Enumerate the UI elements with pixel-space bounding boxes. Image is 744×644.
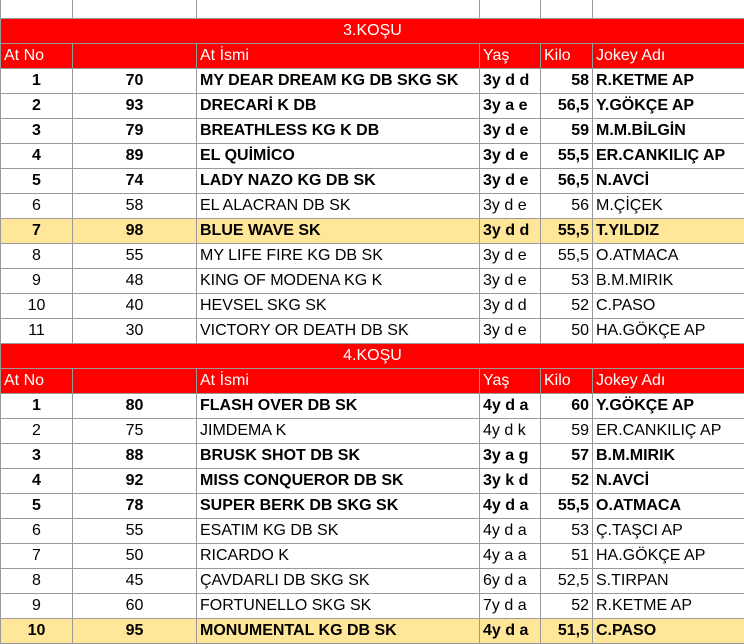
entry-row	[1, 269, 744, 294]
race-title-row	[1, 19, 744, 44]
score-cell[interactable]: 80	[73, 394, 197, 419]
weight-cell[interactable]: 57	[541, 444, 593, 469]
score-cell[interactable]: 70	[73, 69, 197, 94]
score-cell[interactable]: 55	[73, 519, 197, 544]
jockey-cell[interactable]: M.M.BİLGİN	[593, 119, 744, 144]
header-jokey-adi[interactable]: Jokey Adı	[593, 369, 744, 394]
at-no-cell[interactable]: 6	[1, 519, 73, 544]
jockey-cell[interactable]: T.YILDIZ	[593, 219, 744, 244]
horse-name-cell[interactable]: KING OF MODENA KG K	[197, 269, 480, 294]
previous-row-partial	[1, 0, 744, 19]
weight-cell[interactable]: 52,5	[541, 569, 593, 594]
at-no-cell[interactable]: 10	[1, 619, 73, 644]
score-cell[interactable]: 95	[73, 619, 197, 644]
age-cell[interactable]: 3y d e	[480, 144, 541, 169]
at-no-cell[interactable]: 4	[1, 144, 73, 169]
age-cell[interactable]: 4y d k	[480, 419, 541, 444]
header-yas[interactable]: Yaş	[480, 369, 541, 394]
entry-row	[1, 244, 744, 269]
horse-name-cell[interactable]: MISS CONQUEROR DB SK	[197, 469, 480, 494]
horse-name-cell[interactable]: RICARDO K	[197, 544, 480, 569]
age-cell[interactable]: 3y d d	[480, 219, 541, 244]
entry-row	[1, 494, 744, 519]
weight-cell[interactable]: 52	[541, 594, 593, 619]
horse-name-cell[interactable]: VICTORY OR DEATH DB SK	[197, 319, 480, 344]
age-cell[interactable]: 4y d a	[480, 519, 541, 544]
entry-row	[1, 294, 744, 319]
jockey-cell[interactable]: HA.GÖKÇE AP	[593, 319, 744, 344]
horse-name-cell[interactable]: ÇAVDARLI DB SKG SK	[197, 569, 480, 594]
header-at-ismi[interactable]: At İsmi	[197, 44, 480, 69]
at-no-cell[interactable]: 5	[1, 494, 73, 519]
entry-row	[1, 119, 744, 144]
score-cell[interactable]: 50	[73, 544, 197, 569]
entry-row	[1, 619, 744, 644]
at-no-cell[interactable]: 2	[1, 419, 73, 444]
age-cell[interactable]: 3y d e	[480, 269, 541, 294]
at-no-cell[interactable]: 11	[1, 319, 73, 344]
entry-row	[1, 419, 744, 444]
score-cell[interactable]: 74	[73, 169, 197, 194]
age-cell[interactable]: 3y d e	[480, 119, 541, 144]
at-no-cell[interactable]: 7	[1, 219, 73, 244]
at-no-cell[interactable]: 10	[1, 294, 73, 319]
weight-cell[interactable]: 59	[541, 119, 593, 144]
header-at-no[interactable]: At No	[1, 369, 73, 394]
at-no-cell[interactable]: 8	[1, 244, 73, 269]
jockey-cell[interactable]: R.KETME AP	[593, 594, 744, 619]
entry-row	[1, 569, 744, 594]
at-no-cell[interactable]: 6	[1, 194, 73, 219]
entry-row	[1, 444, 744, 469]
score-cell[interactable]: 88	[73, 444, 197, 469]
jockey-cell[interactable]: Ç.TAŞCI AP	[593, 519, 744, 544]
at-no-cell[interactable]: 7	[1, 544, 73, 569]
horse-name-cell[interactable]: MY DEAR DREAM KG DB SKG SK	[197, 69, 480, 94]
score-cell[interactable]: 58	[73, 194, 197, 219]
horse-name-cell[interactable]: MY LIFE FIRE KG DB SK	[197, 244, 480, 269]
horse-name-cell[interactable]: EL ALACRAN DB SK	[197, 194, 480, 219]
column-header-row	[1, 369, 744, 394]
age-cell[interactable]: 6y d a	[480, 569, 541, 594]
score-cell[interactable]: 89	[73, 144, 197, 169]
header-at-no[interactable]: At No	[1, 44, 73, 69]
age-cell[interactable]: 3y d d	[480, 69, 541, 94]
horse-name-cell[interactable]: FORTUNELLO SKG SK	[197, 594, 480, 619]
age-cell[interactable]: 3y a g	[480, 444, 541, 469]
horse-name-cell[interactable]: EL QUİMİCO	[197, 144, 480, 169]
race-title[interactable]: 4.KOŞU	[1, 344, 744, 369]
entry-row	[1, 594, 744, 619]
header-yas[interactable]: Yaş	[480, 44, 541, 69]
horse-name-cell[interactable]: FLASH OVER DB SK	[197, 394, 480, 419]
jockey-cell[interactable]: ER.CANKILIÇ AP	[593, 419, 744, 444]
jockey-cell[interactable]: R.KETME AP	[593, 69, 744, 94]
entry-row	[1, 219, 744, 244]
horse-name-cell[interactable]: SUPER BERK DB SKG SK	[197, 494, 480, 519]
horse-name-cell[interactable]: BREATHLESS KG K DB	[197, 119, 480, 144]
weight-cell[interactable]: 55,5	[541, 144, 593, 169]
age-cell[interactable]: 4y d a	[480, 619, 541, 644]
at-no-cell[interactable]: 3	[1, 444, 73, 469]
jockey-cell[interactable]: B.M.MIRIK	[593, 444, 744, 469]
weight-cell[interactable]: 59	[541, 419, 593, 444]
score-cell[interactable]: 40	[73, 294, 197, 319]
header-score[interactable]	[73, 369, 197, 394]
score-cell[interactable]: 92	[73, 469, 197, 494]
at-no-cell[interactable]: 3	[1, 119, 73, 144]
weight-cell[interactable]: 52	[541, 469, 593, 494]
at-no-cell[interactable]: 1	[1, 69, 73, 94]
at-no-cell[interactable]: 9	[1, 269, 73, 294]
weight-cell[interactable]: 60	[541, 394, 593, 419]
weight-cell[interactable]: 51	[541, 544, 593, 569]
jockey-cell[interactable]: S.TIRPAN	[593, 569, 744, 594]
weight-cell[interactable]: 51,5	[541, 619, 593, 644]
at-no-cell[interactable]: 5	[1, 169, 73, 194]
age-cell[interactable]: 4y d a	[480, 494, 541, 519]
jockey-cell[interactable]: Y.GÖKÇE AP	[593, 394, 744, 419]
score-cell[interactable]: 93	[73, 94, 197, 119]
jockey-cell[interactable]: C.PASO	[593, 294, 744, 319]
entry-row	[1, 519, 744, 544]
weight-cell[interactable]: 53	[541, 519, 593, 544]
header-kilo[interactable]: Kilo	[541, 44, 593, 69]
jockey-cell[interactable]: Y.GÖKÇE AP	[593, 94, 744, 119]
entry-row	[1, 144, 744, 169]
jockey-cell[interactable]: N.AVCİ	[593, 169, 744, 194]
age-cell[interactable]: 3y d e	[480, 319, 541, 344]
age-cell[interactable]: 3y k d	[480, 469, 541, 494]
jockey-cell[interactable]: HA.GÖKÇE AP	[593, 544, 744, 569]
jockey-cell[interactable]: O.ATMACA	[593, 244, 744, 269]
score-cell[interactable]: 45	[73, 569, 197, 594]
score-cell[interactable]: 55	[73, 244, 197, 269]
entry-row	[1, 169, 744, 194]
horse-name-cell[interactable]: BRUSK SHOT DB SK	[197, 444, 480, 469]
horse-name-cell[interactable]: BLUE WAVE SK	[197, 219, 480, 244]
score-cell[interactable]: 78	[73, 494, 197, 519]
race-title[interactable]: 3.KOŞU	[1, 19, 744, 44]
entry-row	[1, 544, 744, 569]
sheet-body	[1, 0, 744, 644]
entry-row	[1, 194, 744, 219]
weight-cell[interactable]: 58	[541, 69, 593, 94]
score-cell[interactable]: 98	[73, 219, 197, 244]
entry-row	[1, 394, 744, 419]
jockey-cell[interactable]: O.ATMACA	[593, 494, 744, 519]
at-no-cell[interactable]: 2	[1, 94, 73, 119]
horse-name-cell[interactable]: JIMDEMA K	[197, 419, 480, 444]
jockey-cell[interactable]: B.M.MIRIK	[593, 269, 744, 294]
entry-row	[1, 94, 744, 119]
at-no-cell[interactable]: 1	[1, 394, 73, 419]
horse-name-cell[interactable]: DRECARİ K DB	[197, 94, 480, 119]
entry-row	[1, 69, 744, 94]
weight-cell[interactable]: 50	[541, 319, 593, 344]
weight-cell[interactable]: 56,5	[541, 94, 593, 119]
at-no-cell[interactable]: 4	[1, 469, 73, 494]
score-cell[interactable]: 75	[73, 419, 197, 444]
horse-name-cell[interactable]: ESATIM KG DB SK	[197, 519, 480, 544]
entry-row	[1, 319, 744, 344]
weight-cell[interactable]: 56,5	[541, 169, 593, 194]
weight-cell[interactable]: 52	[541, 294, 593, 319]
weight-cell[interactable]: 55,5	[541, 244, 593, 269]
age-cell[interactable]: 4y d a	[480, 394, 541, 419]
jockey-cell[interactable]: ER.CANKILIÇ AP	[593, 144, 744, 169]
age-cell[interactable]: 3y a e	[480, 94, 541, 119]
jockey-cell[interactable]: C.PASO	[593, 619, 744, 644]
jockey-cell[interactable]: N.AVCİ	[593, 469, 744, 494]
age-cell[interactable]: 4y a a	[480, 544, 541, 569]
score-cell[interactable]: 30	[73, 319, 197, 344]
age-cell[interactable]: 3y d e	[480, 169, 541, 194]
header-kilo[interactable]: Kilo	[541, 369, 593, 394]
age-cell[interactable]: 3y d e	[480, 194, 541, 219]
weight-cell[interactable]: 56	[541, 194, 593, 219]
age-cell[interactable]: 7y d a	[480, 594, 541, 619]
at-no-cell[interactable]: 8	[1, 569, 73, 594]
entry-row	[1, 469, 744, 494]
score-cell[interactable]: 79	[73, 119, 197, 144]
age-cell[interactable]: 3y d e	[480, 244, 541, 269]
column-header-row	[1, 44, 744, 69]
at-no-cell[interactable]: 9	[1, 594, 73, 619]
score-cell[interactable]: 48	[73, 269, 197, 294]
age-cell[interactable]: 3y d d	[480, 294, 541, 319]
weight-cell[interactable]: 55,5	[541, 494, 593, 519]
race-title-row	[1, 344, 744, 369]
score-cell[interactable]: 60	[73, 594, 197, 619]
weight-cell[interactable]: 53	[541, 269, 593, 294]
header-at-ismi[interactable]: At İsmi	[197, 369, 480, 394]
header-jokey-adi[interactable]: Jokey Adı	[593, 44, 744, 69]
horse-name-cell[interactable]: MONUMENTAL KG DB SK	[197, 619, 480, 644]
jockey-cell[interactable]: M.ÇİÇEK	[593, 194, 744, 219]
horse-name-cell[interactable]: HEVSEL SKG SK	[197, 294, 480, 319]
horse-name-cell[interactable]: LADY NAZO KG DB SK	[197, 169, 480, 194]
header-score[interactable]	[73, 44, 197, 69]
weight-cell[interactable]: 55,5	[541, 219, 593, 244]
